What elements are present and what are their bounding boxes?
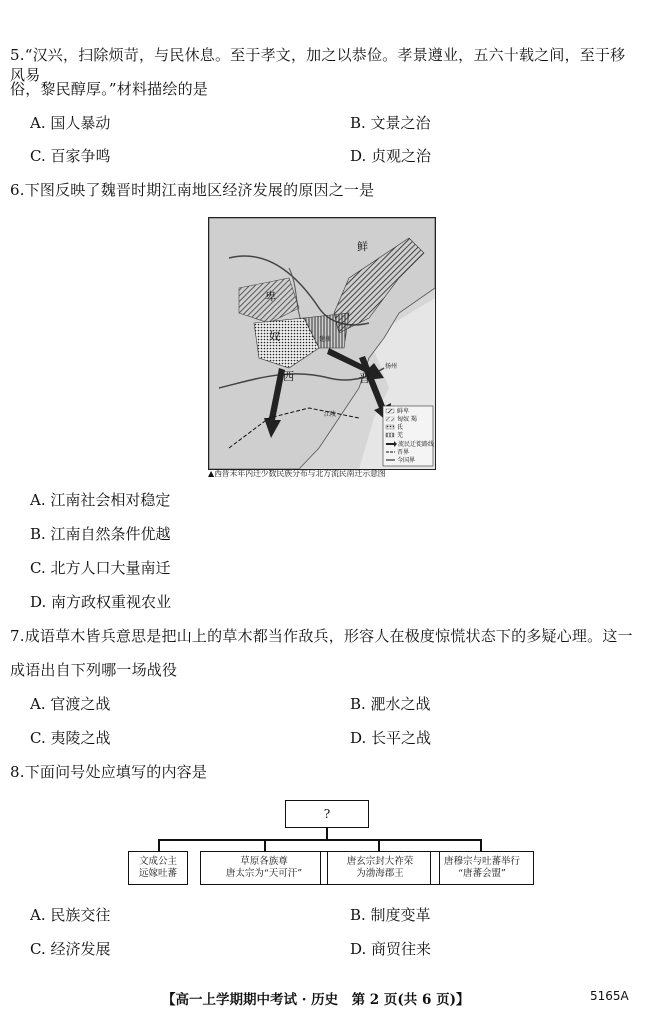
question-8-stem: 8.下面问号处应填写的内容是 [10,763,208,781]
concept-diagram [120,796,538,892]
diagram-box-2: 草原各族尊 唐太宗为“天可汗” [200,851,328,885]
map-label-bei: 卑 [265,290,276,303]
map-label-xian: 鲜 [357,240,368,253]
map-label-jiankang: 建康 [319,336,332,343]
map-label-jiangling: 江陵 [324,411,337,418]
question-5-option-b: B. 文景之治 [350,114,431,132]
question-5-line-1: 5.“汉兴，扫除烦苛，与民休息。至于孝文，加之以恭俭。孝景遵业，五六十载之间，至于移风易 [10,46,626,84]
question-7-option-a: A. 官渡之战 [30,695,111,713]
question-6-option-a: A. 江南社会相对稳定 [30,491,171,509]
migration-map-drawing [209,218,435,469]
legend-item-7: 今国界 [397,457,416,464]
question-6-option-b: B. 江南自然条件优越 [30,525,171,543]
question-8-option-b: B. 制度变革 [350,906,431,924]
question-7-line-2: 成语出自下列哪一场战役 [10,661,178,679]
footer-code: 5165A [590,989,629,1003]
question-5-option-a: A. 国人暴动 [30,114,111,132]
question-8-option-d: D. 商贸往来 [350,940,432,958]
question-6-option-c: C. 北方人口大量南迁 [30,559,171,577]
map-label-jin: 晋 [359,372,370,385]
diagram-box-3: 唐玄宗封大祚荣 为渤海郡王 [320,851,440,885]
map-legend [383,406,434,466]
diagram-question-box: ? [285,800,369,828]
legend-item-3: 氐 [397,424,404,431]
question-7-option-c: C. 夷陵之战 [30,729,111,747]
question-8-option-c: C. 经济发展 [30,940,111,958]
legend-item-4: 羌 [397,432,404,439]
question-7-line-1: 7.成语草木皆兵意思是把山上的草木都当作敌兵，形容人在极度惊慌状态下的多疑心理。这一 [10,627,633,645]
legend-item-2: 匈奴 羯 [397,416,417,423]
map-label-xi: 西 [283,370,294,383]
question-5-option-d: D. 贞观之治 [350,147,432,165]
question-6-stem: 6.下图反映了魏晋时期江南地区经济发展的原因之一是 [10,181,375,199]
footer-title: 【高一上学期期中考试 · 历史 第 2 页(共 6 页)】 [162,992,470,1008]
diagram-box-1: 文成公主 远嫁吐蕃 [128,851,188,885]
diagram-box-4: 唐穆宗与吐蕃举行 “唐蕃会盟” [430,851,534,885]
legend-item-5: 流民迁徙路线 [398,441,435,448]
question-8-option-a: A. 民族交往 [30,906,111,924]
question-5-line-2: 俗，黎民醇厚。”材料描绘的是 [10,80,208,98]
migration-map [208,217,436,470]
question-7-option-d: D. 长平之战 [350,729,432,747]
map-caption: ▲西晋末年内迁少数民族分布与北方流民南迁示意图 [208,469,386,478]
question-6-option-d: D. 南方政权重视农业 [30,593,172,611]
question-7-option-b: B. 淝水之战 [350,695,431,713]
map-label-yangzhou: 扬州 [385,363,398,370]
map-label-nu: 奴 [269,330,280,343]
question-5-option-c: C. 百家争鸣 [30,147,111,165]
legend-item-6: 晋界 [397,449,410,456]
page-footer [0,988,648,1008]
legend-item-1: 鲜卑 [397,408,410,415]
